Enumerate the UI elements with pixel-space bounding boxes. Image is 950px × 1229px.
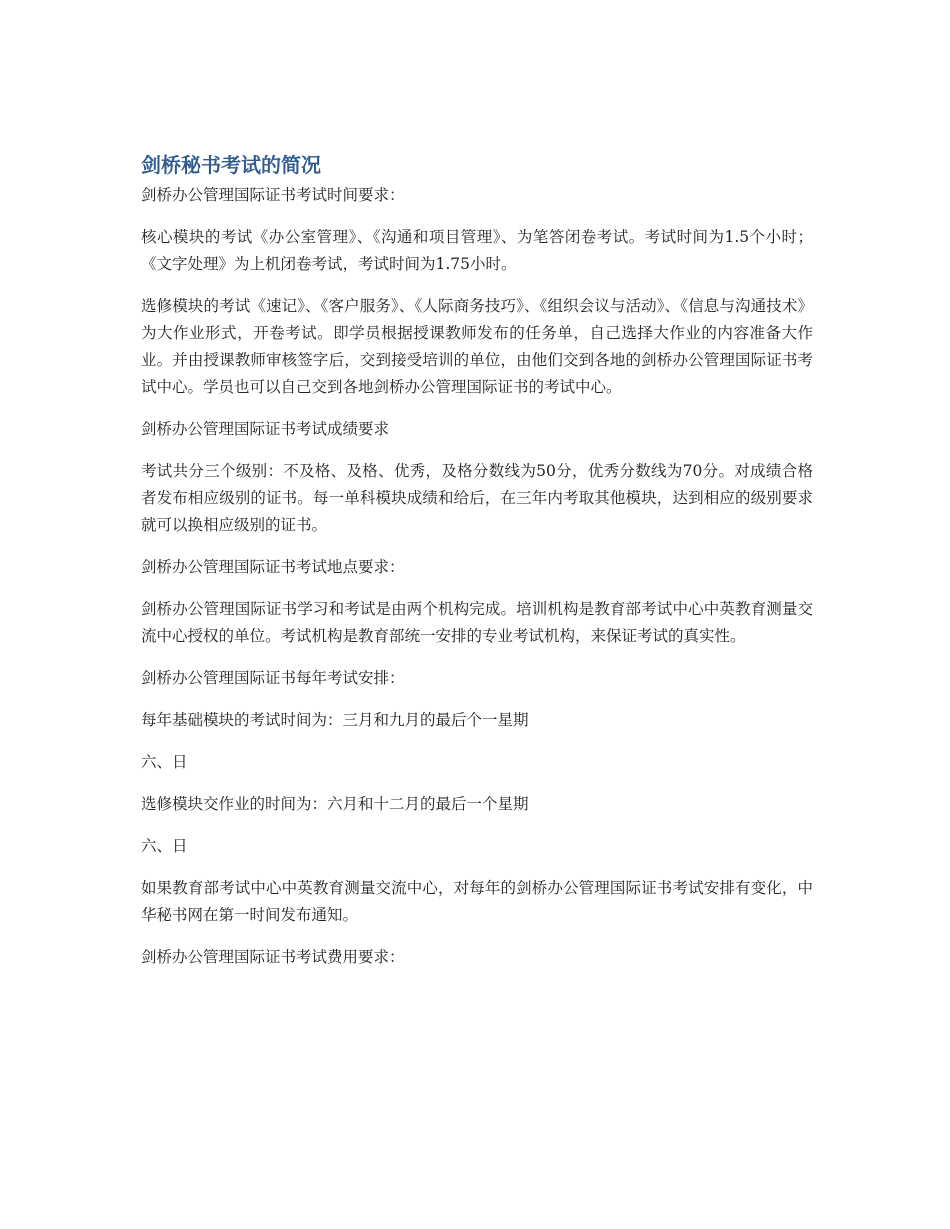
- paragraph-core-modules: 核心模块的考试《办公室管理》、《沟通和项目管理》、为笔答闭卷考试。考试时间为1.5个小时；《文字处理》为上机闭卷考试，考试时间为1.75小时。: [141, 228, 813, 273]
- paragraph-institutions: 剑桥办公管理国际证书学习和考试是由两个机构完成。培训机构是教育部考试中心中英教育测量交流中心授权的单位。考试机构是教育部统一安排的专业考试机构，来保证考试的真实性。: [141, 600, 813, 645]
- paragraph-basic-module-days: 六、日: [141, 753, 188, 771]
- paragraph-schedule-change-notice: 如果教育部考试中心中英教育测量交流中心，对每年的剑桥办公管理国际证书考试安排有变化，中华秘书网在第一时间发布通知。: [141, 879, 813, 924]
- paragraph-annual-schedule-heading: 剑桥办公管理国际证书每年考试安排：: [141, 669, 405, 687]
- paragraph-elective-submission-schedule: 选修模块交作业的时间为：六月和十二月的最后一个星期: [141, 795, 529, 813]
- paragraph-elective-modules: 选修模块的考试《速记》、《客户服务》、《人际商务技巧》、《组织会议与活动》、《信息与沟通技术》为大作业形式，开卷考试。即学员根据授课教师发布的任务单，自己选择大作业的内容准备大作业。并由授课教师审核签字后，交到接受培训的单位，由他们交到各地的剑桥办公管理国际证书考试中心。学员也可以自己交到各地剑桥办公管理国际证书的考试中心。: [141, 297, 813, 396]
- document-title: 剑桥秘书考试的简况: [141, 153, 321, 177]
- paragraph-time-requirements-heading: 剑桥办公管理国际证书考试时间要求：: [141, 186, 405, 204]
- paragraph-score-levels: 考试共分三个级别：不及格、及格、优秀，及格分数线为50分，优秀分数线为70分。对成绩合格者发布相应级别的证书。每一单科模块成绩和给后，在三年内考取其他模块，达到相应的级别要求就可以换相应级别的证书。: [141, 462, 813, 534]
- paragraph-fee-requirements-heading: 剑桥办公管理国际证书考试费用要求：: [141, 948, 405, 966]
- paragraph-elective-submission-days: 六、日: [141, 837, 188, 855]
- document-body: [141, 150, 813, 986]
- paragraph-location-requirements-heading: 剑桥办公管理国际证书考试地点要求：: [141, 558, 405, 576]
- paragraph-score-requirements-heading: 剑桥办公管理国际证书考试成绩要求: [141, 420, 390, 438]
- paragraph-basic-module-schedule: 每年基础模块的考试时间为：三月和九月的最后个一星期: [141, 711, 529, 729]
